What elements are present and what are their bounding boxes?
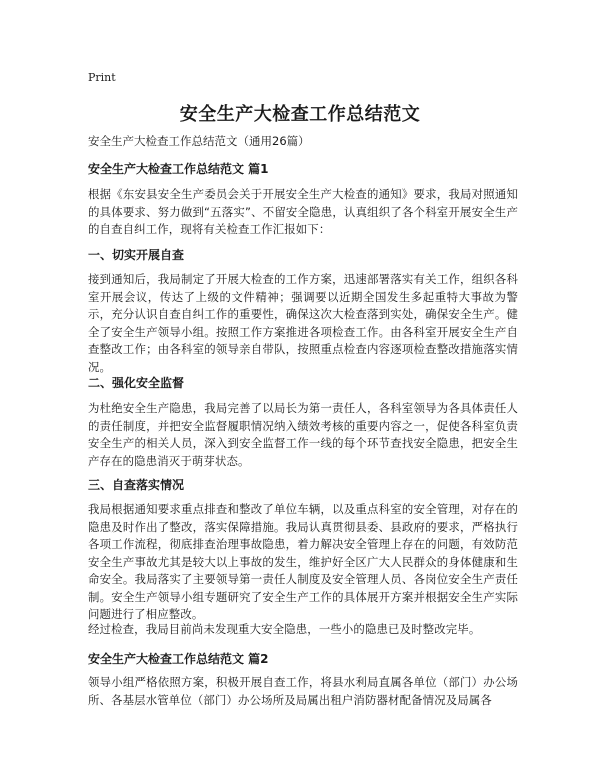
intro-paragraph: 根据《东安县安全生产委员会关于开展安全生产大检查的通知》要求，我局对照通知的具体要求、努力做到“五落实”、不留安全隐患，认真组织了各个科室开展安全生产的自查自纠工作，现将有关检查工作汇报如下：	[88, 187, 518, 236]
article-2-heading: 安全生产大检查工作总结范文 篇2	[88, 652, 269, 666]
section-3-heading: 三、自查落实情况	[88, 478, 185, 492]
section-1-heading: 一、切实开展自查	[88, 248, 185, 262]
section-1-body: 接到通知后，我局制定了开展大检查的工作方案，迅速部署落实有关工作，组织各科室开展会议，传达了上级的文件精神；强调要以近期全国发生多起重特大事故为警示，充分认识自查自纠工作的重要性，确保这次大检查落到实处，确保安全生产。健全了安全生产领导小组。按照工作方案推进各项检查工作。由各科室开展安全生产自查整改工作；由各科室的领导亲自带队，按照重点检查内容逐项检查整改措施落实情况。	[88, 272, 518, 374]
document-title: 安全生产大检查工作总结范文	[179, 104, 421, 125]
section-3-body: 我局根据通知要求重点排查和整改了单位车辆，以及重点科室的安全管理，对存在的隐患及时作出了整改，落实保障措施。我局认真贯彻县委、县政府的要求，严格执行各项工作流程，彻底排查治理事故隐患，着力解决安全管理上存在的问题，有效防范安全生产事故尤其是较大以上事故的发生，维护好全区广大人民群众的身体健康和生命安全。我局落实了主要领导第一责任人制度及安全管理人员、各岗位安全生产责任制。安全生产领导小组专题研究了安全生产工作的具体展开方案并根据安全生产实际问题进行了相应整改。	[88, 502, 518, 621]
article-1-heading: 安全生产大检查工作总结范文 篇1	[88, 162, 269, 176]
conclusion-paragraph: 经过检查，我局目前尚未发现重大安全隐患，一些小的隐患已及时整改完毕。	[88, 622, 481, 636]
document-subtitle: 安全生产大检查工作总结范文（通用26篇）	[88, 134, 310, 148]
section-2-heading: 二、强化安全监督	[88, 376, 185, 390]
article-2-body: 领导小组严格依照方案，积极开展自查工作，将县水利局直属各单位（部门）办公场所、各基层水管单位（部门）办公场所及局属出租户消防器材配备情况及局属各	[88, 675, 518, 707]
print-link[interactable]: Print	[88, 71, 116, 84]
section-2-body: 为杜绝安全生产隐患，我局完善了以局长为第一责任人，各科室领导为各具体责任人的责任制度，并把安全监督履职情况纳入绩效考核的重要内容之一，促使各科室负责安全生产的相关人员，深入到安全监督工作一线的每个环节查找安全隐患，把安全生产存在的隐患消灭于萌芽状态。	[88, 401, 518, 468]
